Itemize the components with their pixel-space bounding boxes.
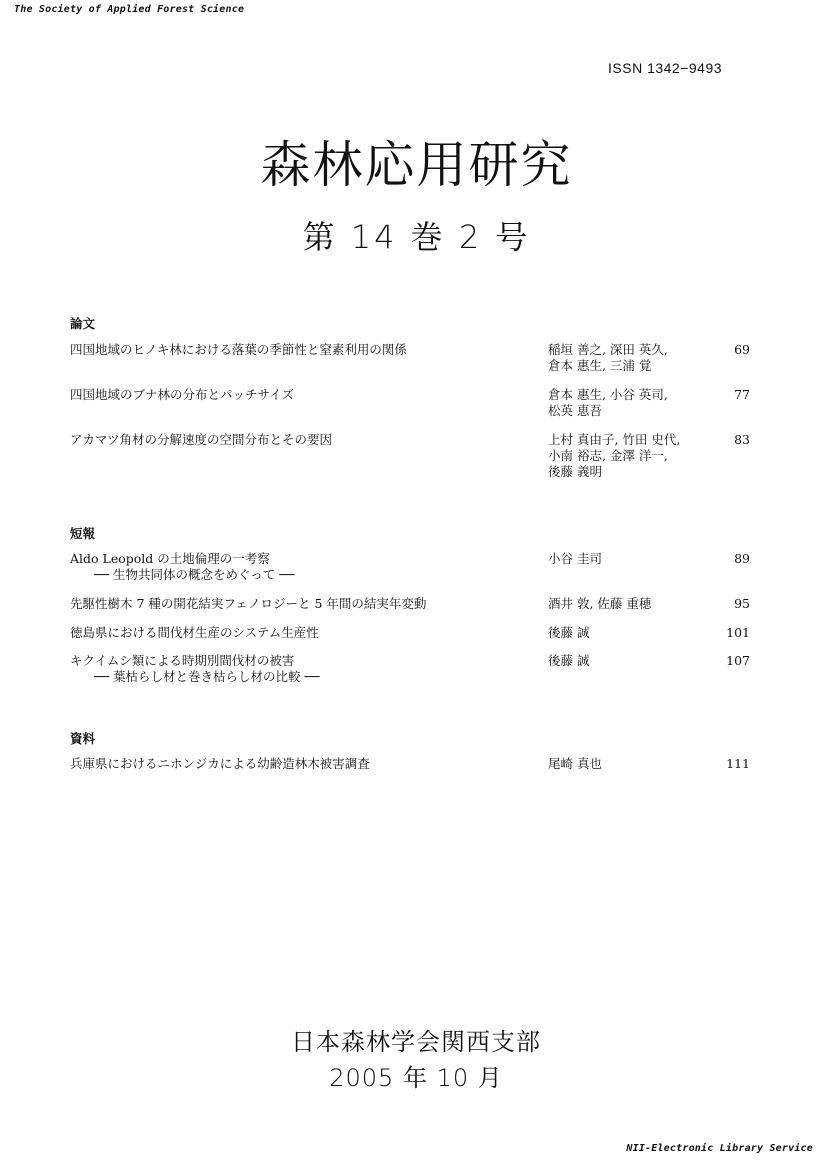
journal-title: 森林応用研究 <box>260 136 573 194</box>
entry-authors <box>548 756 602 772</box>
entry-title: 徳島県における間伐材生産のシステム生産性 <box>70 625 319 640</box>
entry-title: 兵庫県におけるニホンジカによる幼齢造林木被害調査 <box>70 756 370 771</box>
publisher-name: 日本森林学会関西支部 <box>291 1028 541 1056</box>
section-heading-papers: 論文 <box>70 316 96 331</box>
author-line: 倉本 惠生, 小谷 英司, <box>548 387 668 402</box>
publication-date: 2005 年 10 月 <box>329 1064 503 1092</box>
entry-authors <box>548 432 680 480</box>
entry-page: 95 <box>734 596 750 611</box>
author-line: 尾崎 真也 <box>548 756 602 771</box>
author-line: 後藤 義明 <box>548 464 602 479</box>
entry-authors <box>548 387 668 419</box>
entry-authors <box>548 596 651 612</box>
section-heading-materials: 資料 <box>70 731 96 746</box>
volume-number: 第 14 巻 2 号 <box>302 218 531 256</box>
entry-page: 89 <box>734 551 750 566</box>
section-heading-short-reports: 短報 <box>70 526 96 541</box>
entry-title: Aldo Leopold の土地倫理の一考察 <box>70 551 270 566</box>
author-line: 後藤 誠 <box>548 653 590 668</box>
entry-subtitle: ── 葉枯らし材と巻き枯らし材の比較 ── <box>94 669 320 684</box>
author-line: 小谷 圭司 <box>548 551 602 566</box>
entry-subtitle: ── 生物共同体の概念をめぐって ── <box>94 567 295 582</box>
toc-entry[interactable] <box>70 756 760 816</box>
author-line: 酒井 敦, 佐藤 重穂 <box>548 596 652 611</box>
entry-title: 先駆性樹木 7 種の開花結実フェノロジーと 5 年間の結実年変動 <box>70 596 427 611</box>
entry-page: 107 <box>726 653 750 668</box>
author-line: 小南 裕志, 金澤 洋一, <box>548 448 668 463</box>
entry-title: 四国地域のブナ林の分布とパッチサイズ <box>70 387 295 402</box>
entry-authors <box>548 342 668 374</box>
entry-page: 101 <box>726 625 750 640</box>
entry-page: 111 <box>726 756 750 771</box>
society-header-text: The Society of Applied Forest Science <box>14 4 245 15</box>
entry-authors <box>548 653 589 669</box>
toc-entry[interactable] <box>70 653 760 713</box>
entry-title: キクイムシ類による時期別間伐材の被害 <box>70 653 295 668</box>
issn-number: ISSN 1342−9493 <box>608 60 723 76</box>
author-line: 上村 真由子, 竹田 史代, <box>548 432 681 447</box>
author-line: 後藤 誠 <box>548 625 590 640</box>
entry-page: 77 <box>734 387 750 402</box>
entry-authors <box>548 551 602 567</box>
entry-title: アカマツ角材の分解速度の空間分布とその要因 <box>70 432 333 447</box>
entry-page: 83 <box>734 432 750 447</box>
entry-title: 四国地域のヒノキ林における落葉の季節性と窒素利用の関係 <box>70 342 407 357</box>
toc-entry[interactable] <box>70 432 760 492</box>
author-line: 松英 恵吾 <box>548 403 602 418</box>
author-line: 稲垣 善之, 深田 英久, <box>548 342 668 357</box>
entry-authors <box>548 625 589 641</box>
nii-footer-text: NII-Electronic Library Service <box>626 1143 813 1154</box>
author-line: 倉本 惠生, 三浦 覚 <box>548 358 652 373</box>
entry-page: 69 <box>734 342 750 357</box>
